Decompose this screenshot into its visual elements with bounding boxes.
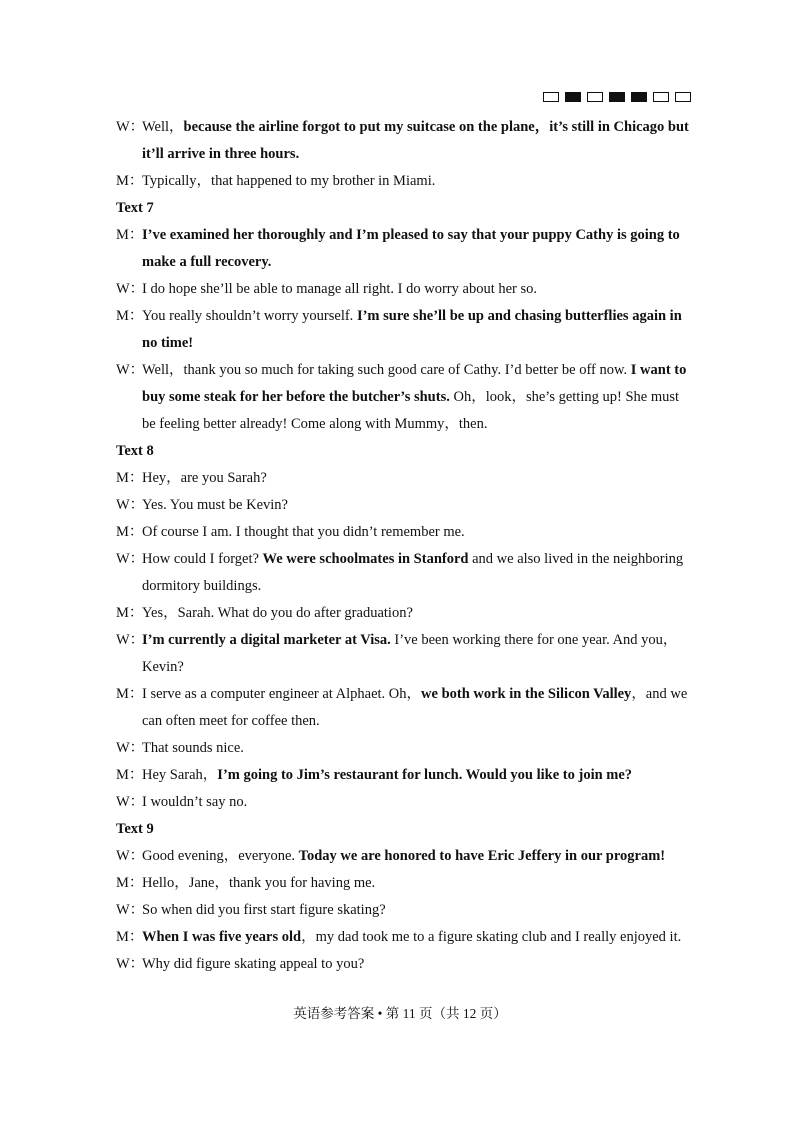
dialogue-line	[116, 735, 692, 762]
dialogue-line	[116, 357, 692, 438]
dialogue-text: So when did you first start figure skating?	[142, 902, 386, 918]
speaker-label: W：	[116, 794, 145, 810]
dialogue-line	[116, 303, 692, 357]
answer-highlight: I’m sure she’ll be up and chasing butterflies again in no time!	[142, 308, 682, 351]
section-heading: Text 8	[116, 443, 154, 459]
dialogue-line	[116, 762, 692, 789]
speaker-label: W：	[116, 956, 145, 972]
dialogue-text: Well，thank you so much for taking such good care of Cathy. I’d better be off now.	[142, 362, 631, 378]
dialogue-line	[116, 465, 692, 492]
speaker-label: M：	[116, 308, 144, 324]
answer-highlight: Today we are honored to have Eric Jeffery in our program!	[298, 848, 666, 864]
transcript	[116, 114, 692, 978]
dialogue-line	[116, 870, 692, 897]
header-marks	[543, 92, 691, 102]
dialogue-text: You really shouldn’t worry yourself.	[142, 308, 357, 324]
answer-highlight: I’ve examined her thoroughly and I’m pleased to say that your puppy Cathy is going to make a full recovery.	[142, 227, 680, 270]
filled-square-icon	[609, 92, 625, 102]
empty-square-icon	[653, 92, 669, 102]
dialogue-line	[116, 114, 692, 168]
answer-highlight: because the airline forgot to put my suitcase on the plane，it’s still in Chicago but it’ll arrive in three hours.	[142, 119, 689, 162]
dialogue-text: and we also lived in the neighboring dormitory buildings.	[142, 551, 684, 594]
dialogue-line	[116, 843, 692, 870]
dialogue-text: Yes. You must be Kevin?	[142, 497, 288, 513]
dialogue-text: Typically，that happened to my brother in Miami.	[142, 173, 436, 189]
dialogue-line	[116, 627, 692, 681]
empty-square-icon	[587, 92, 603, 102]
section-heading: Text 9	[116, 821, 154, 837]
answer-highlight: I’m currently a digital marketer at Visa.	[142, 632, 391, 648]
speaker-label: W：	[116, 497, 145, 513]
speaker-label: M：	[116, 227, 144, 243]
speaker-label: W：	[116, 119, 145, 135]
speaker-label: M：	[116, 470, 144, 486]
answer-highlight: I’m going to Jim’s restaurant for lunch. Would you like to join me?	[217, 767, 633, 783]
dialogue-line	[116, 951, 692, 978]
dialogue-text: Well，	[142, 119, 184, 135]
speaker-label: W：	[116, 632, 145, 648]
dialogue-line	[116, 168, 692, 195]
speaker-label: M：	[116, 875, 144, 891]
dialogue-line	[116, 789, 692, 816]
dialogue-line	[116, 519, 692, 546]
dialogue-line	[116, 222, 692, 276]
speaker-label: W：	[116, 281, 145, 297]
page-footer: 英语参考答案 • 第 11 页（共 12 页）	[293, 1006, 507, 1021]
answer-highlight: we both work in the Silicon Valley	[421, 686, 632, 702]
filled-square-icon	[631, 92, 647, 102]
filled-square-icon	[565, 92, 581, 102]
dialogue-text: I do hope she’ll be able to manage all right. I do worry about her so.	[142, 281, 538, 297]
answer-highlight: We were schoolmates in Stanford	[262, 551, 469, 567]
speaker-label: W：	[116, 848, 145, 864]
dialogue-text: That sounds nice.	[142, 740, 244, 756]
dialogue-text: Good evening，everyone.	[142, 848, 299, 864]
speaker-label: W：	[116, 902, 145, 918]
speaker-label: M：	[116, 767, 144, 783]
speaker-label: W：	[116, 740, 145, 756]
speaker-label: W：	[116, 551, 145, 567]
dialogue-line	[116, 924, 692, 951]
dialogue-text: ，my dad took me to a figure skating club and I really enjoyed it.	[301, 929, 682, 945]
dialogue-line	[116, 276, 692, 303]
dialogue-line	[116, 600, 692, 627]
speaker-label: M：	[116, 173, 144, 189]
dialogue-text: Hey，are you Sarah?	[142, 470, 267, 486]
dialogue-text: Why did figure skating appeal to you?	[142, 956, 365, 972]
section-heading: Text 7	[116, 200, 154, 216]
speaker-label: M：	[116, 605, 144, 621]
dialogue-text: ，and we can often meet for coffee then.	[142, 686, 688, 729]
dialogue-text: Hey Sarah，	[142, 767, 218, 783]
dialogue-line	[116, 897, 692, 924]
dialogue-text: I wouldn’t say no.	[142, 794, 248, 810]
dialogue-text: Yes，Sarah. What do you do after graduation?	[142, 605, 413, 621]
speaker-label: M：	[116, 686, 144, 702]
dialogue-text: How could I forget?	[142, 551, 263, 567]
empty-square-icon	[675, 92, 691, 102]
empty-square-icon	[543, 92, 559, 102]
dialogue-line	[116, 492, 692, 519]
speaker-label: M：	[116, 929, 144, 945]
dialogue-line	[116, 546, 692, 600]
dialogue-line	[116, 681, 692, 735]
answer-highlight: I want to buy some steak for her before the butcher’s shuts.	[142, 362, 687, 405]
dialogue-text: Hello，Jane，thank you for having me.	[142, 875, 376, 891]
dialogue-text: Oh，look，she’s getting up! She must be feeling better already! Come along with Mummy，then.	[142, 389, 680, 432]
speaker-label: W：	[116, 362, 145, 378]
dialogue-text: I’ve been working there for one year. And you，Kevin?	[142, 632, 678, 675]
dialogue-text: Of course I am. I thought that you didn’t remember me.	[142, 524, 465, 540]
dialogue-text: I serve as a computer engineer at Alphaet. Oh，	[142, 686, 422, 702]
answer-highlight: When I was five years old	[142, 929, 302, 945]
speaker-label: M：	[116, 524, 144, 540]
